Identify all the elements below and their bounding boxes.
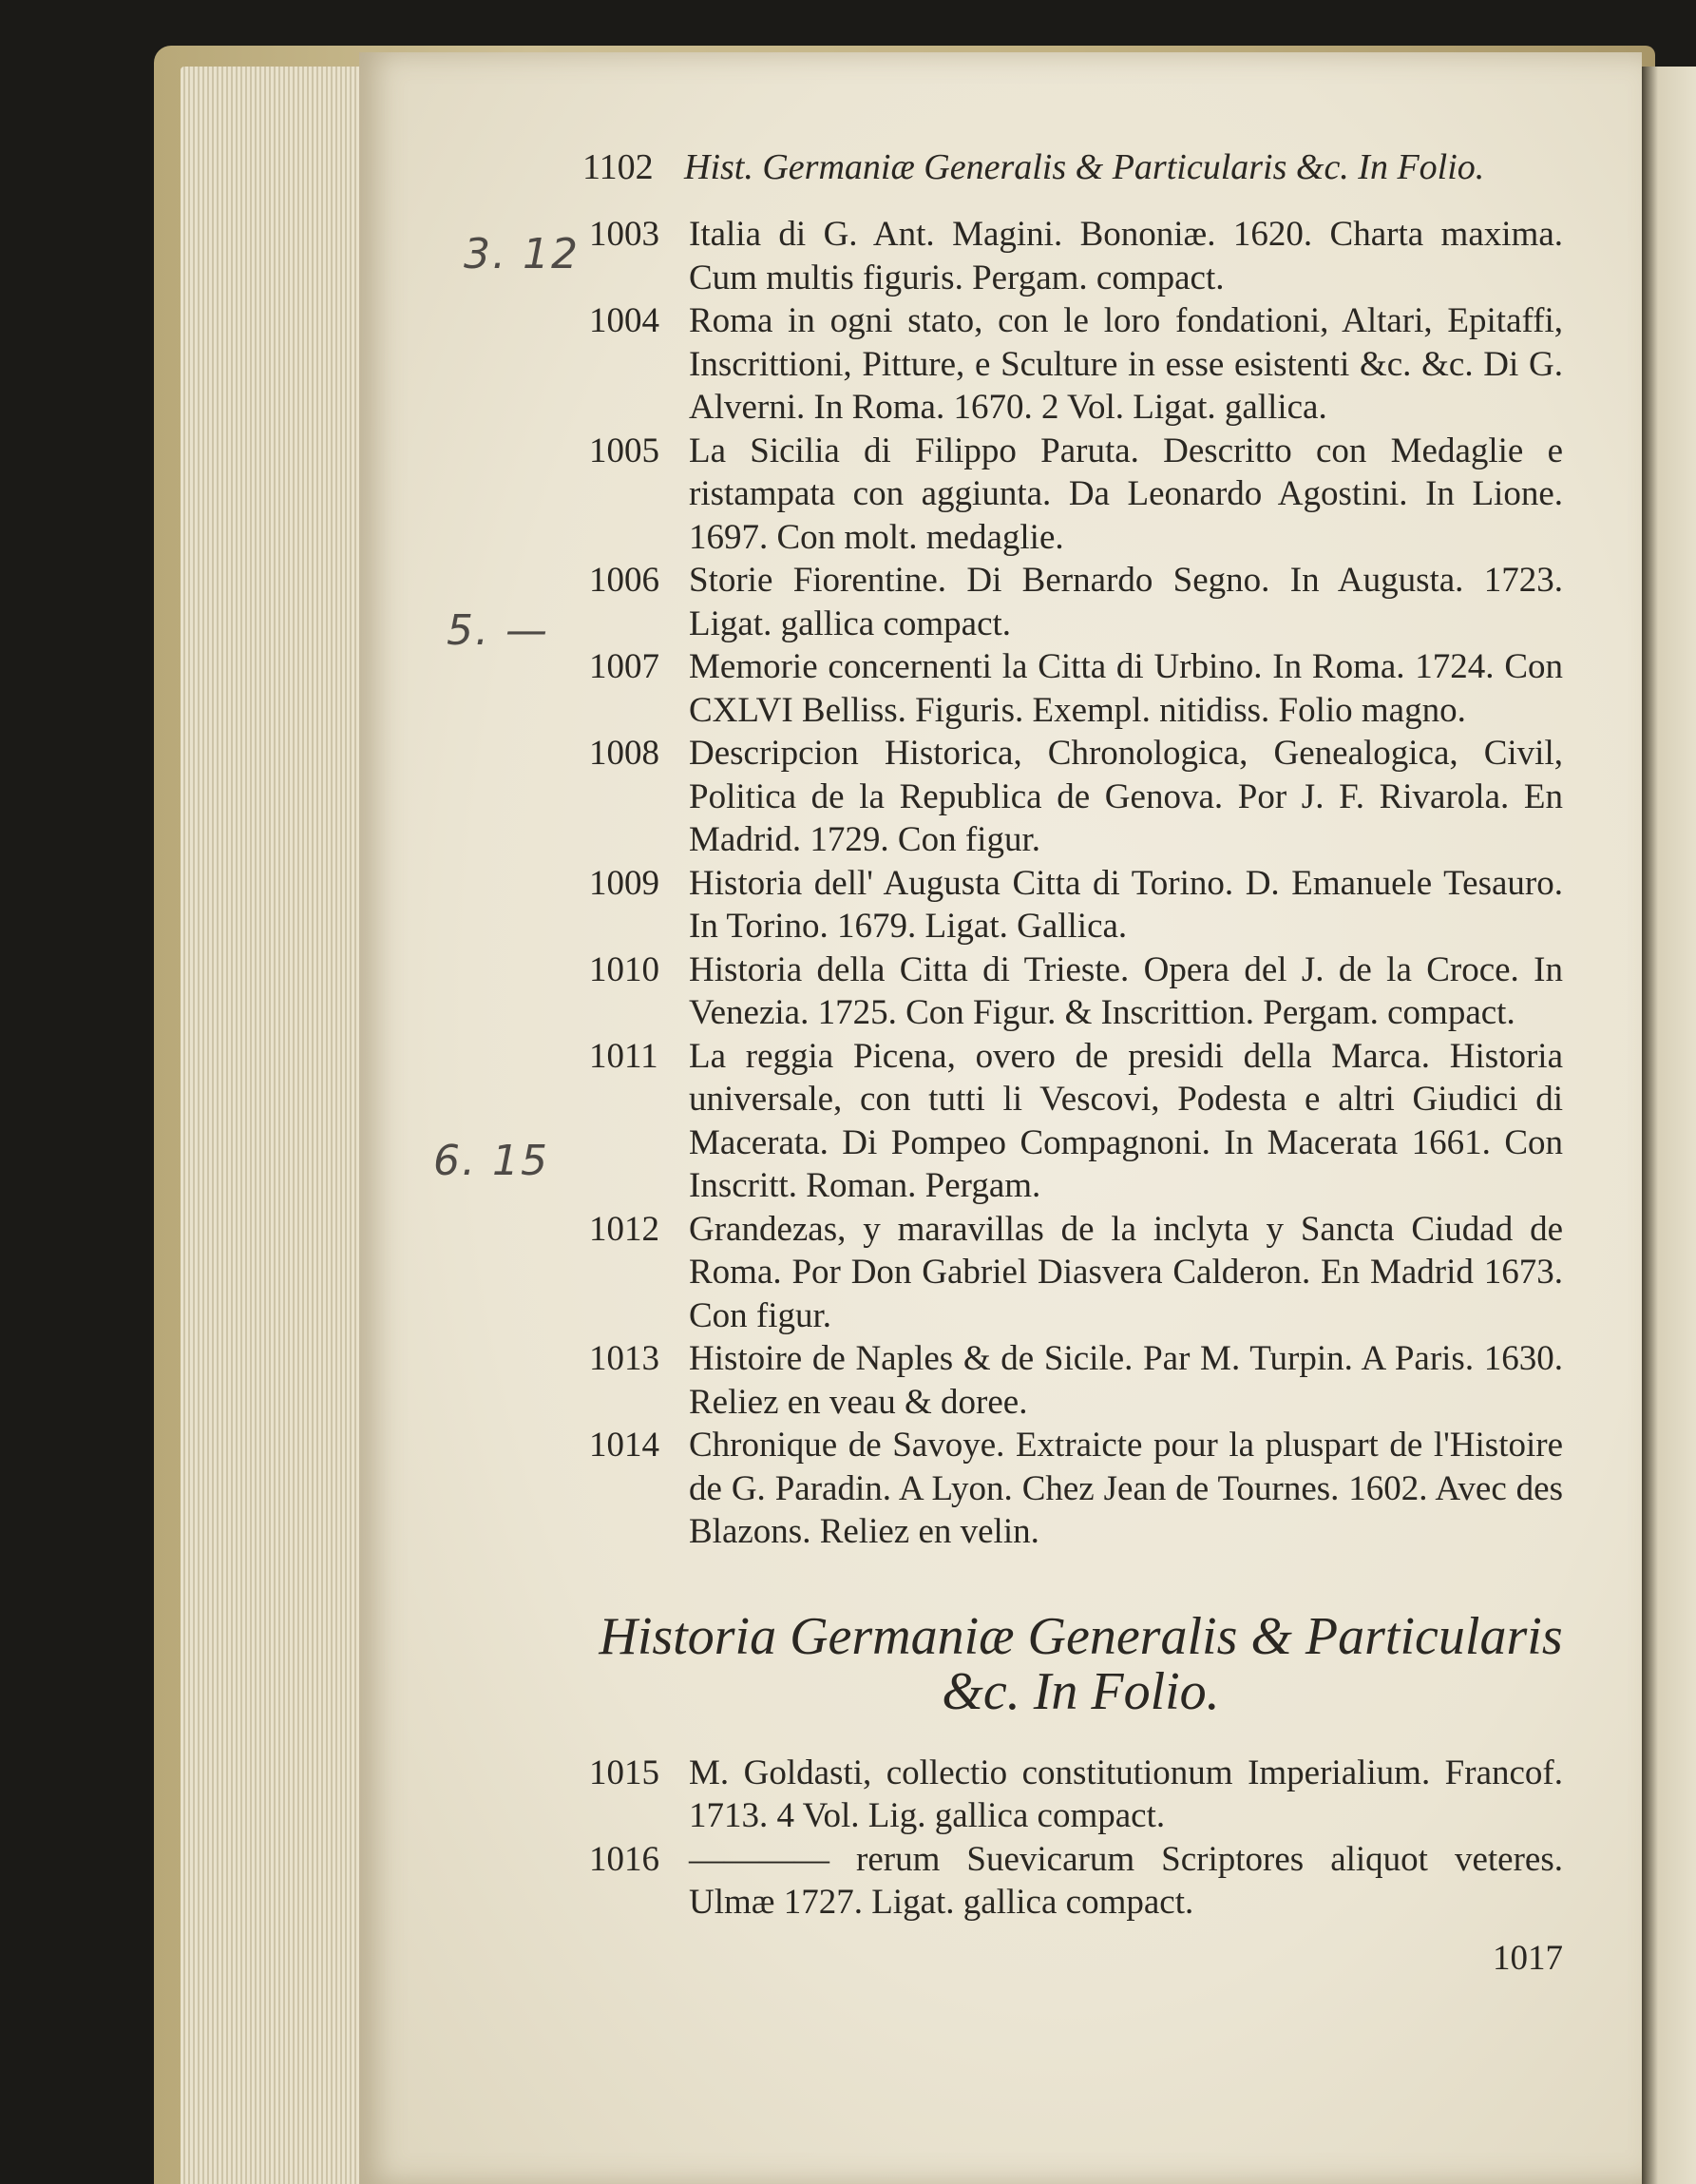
running-title: Hist. Germaniæ Generalis & Particularis &c. In Folio. — [684, 147, 1485, 187]
entry-number: 1010 — [589, 949, 659, 989]
catalog-entry — [589, 862, 1563, 948]
entry-text: Historia della Citta di Trieste. Opera del J. de la Croce. In Venezia. 1725. Con Figur. & Inscrittion. Pergam. compact. — [689, 949, 1563, 1032]
catalog-entry — [589, 1838, 1563, 1925]
facing-page-edge — [1642, 67, 1696, 2184]
handwritten-price-note: 6. 15 — [433, 1137, 549, 1185]
catalog-entry — [589, 732, 1563, 862]
catalog-entry — [589, 299, 1563, 430]
catalog-entry — [589, 645, 1563, 732]
section-heading: Historia Germaniæ Generalis & Particularis &c. In Folio. — [599, 1606, 1563, 1721]
running-head — [582, 143, 1563, 192]
entry-text: Descripcion Historica, Chronologica, Genealogica, Civil, Politica de la Republica de Genova. Por J. F. Rivarola. En Madrid. 1729. Con figur. — [689, 734, 1563, 859]
entry-number: 1016 — [589, 1839, 659, 1879]
entry-text: Grandezas, y maravillas de la inclyta y Sancta Ciudad de Roma. Por Don Gabriel Diasvera Calderon. En Madrid 1673. Con figur. — [689, 1209, 1563, 1335]
entry-text: ———— rerum Suevicarum Scriptores aliquot veteres. Ulmæ 1727. Ligat. gallica compact. — [689, 1839, 1563, 1922]
entry-number: 1013 — [589, 1339, 659, 1378]
entry-text: Memorie concernenti la Citta di Urbino. In Roma. 1724. Con CXLVI Belliss. Figuris. Exempl. nitidiss. Folio magno. — [689, 647, 1563, 730]
page-number: 1102 — [582, 147, 654, 187]
page-text — [582, 143, 1563, 1979]
entry-text: La Sicilia di Filippo Paruta. Descritto con Medaglie e ristampata con aggiunta. Da Leonardo Agostini. In Lione. 1697. Con molt. medaglie. — [689, 431, 1563, 557]
entry-number: 1011 — [589, 1036, 658, 1076]
catalog-entry — [589, 1035, 1563, 1208]
catchword: 1017 — [1493, 1938, 1563, 1978]
entry-text: M. Goldasti, collectio constitutionum Imperialium. Francof. 1713. 4 Vol. Lig. gallica compact. — [689, 1753, 1563, 1835]
page-edges — [181, 67, 380, 2184]
entry-text: La reggia Picena, overo de presidi della Marca. Historia universale, con tutti li Vescovi, Podesta e altri Giudici di Macerata. Di Pompeo Compagnoni. In Macerata 1661. Con Inscritt. Roman. Pergam. — [689, 1036, 1563, 1205]
handwritten-price-note: 5. — — [447, 606, 549, 655]
entry-number: 1003 — [589, 215, 659, 254]
catalog-entry — [589, 1337, 1563, 1424]
entry-text: Roma in ogni stato, con le loro fondationi, Altari, Epitaffi, Inscrittioni, Pitture, e Sculture in esse esistenti &c. &c. Di G. Alverni. In Roma. 1670. 2 Vol. Ligat. gallica. — [689, 301, 1563, 427]
entry-number: 1012 — [589, 1209, 659, 1249]
entry-number: 1004 — [589, 301, 659, 340]
catalog-entries — [589, 213, 1563, 1554]
catalog-entry — [589, 1424, 1563, 1554]
entry-number: 1007 — [589, 647, 659, 686]
handwritten-price-note: 3. 12 — [464, 230, 580, 278]
entry-text: Storie Fiorentine. Di Bernardo Segno. In Augusta. 1723. Ligat. gallica compact. — [689, 561, 1563, 643]
catalog-entry — [589, 430, 1563, 560]
entry-number: 1008 — [589, 734, 659, 773]
entry-text: Historia dell' Augusta Citta di Torino. D. Emanuele Tesauro. In Torino. 1679. Ligat. Gallica. — [689, 863, 1563, 946]
entry-text: Italia di G. Ant. Magini. Bononiæ. 1620. Charta maxima. Cum multis figuris. Pergam. compact. — [689, 215, 1563, 297]
entry-text: Chronique de Savoye. Extraicte pour la pluspart de l'Histoire de G. Paradin. A Lyon. Chez Jean de Tournes. 1602. Avec des Blazons. Reliez en velin. — [689, 1426, 1563, 1551]
catalog-entry — [589, 1208, 1563, 1338]
catalog-entry — [589, 1752, 1563, 1838]
catalog-entry — [589, 559, 1563, 645]
entry-text: Histoire de Naples & de Sicile. Par M. Turpin. A Paris. 1630. Reliez en veau & doree. — [689, 1339, 1563, 1422]
catalog-entries-section — [589, 1752, 1563, 1925]
entry-number: 1014 — [589, 1426, 659, 1465]
entry-number: 1005 — [589, 431, 659, 470]
catalog-entry — [589, 213, 1563, 299]
entry-number: 1015 — [589, 1753, 659, 1792]
entry-number: 1009 — [589, 863, 659, 903]
catalog-entry — [589, 948, 1563, 1035]
entry-number: 1006 — [589, 561, 659, 600]
